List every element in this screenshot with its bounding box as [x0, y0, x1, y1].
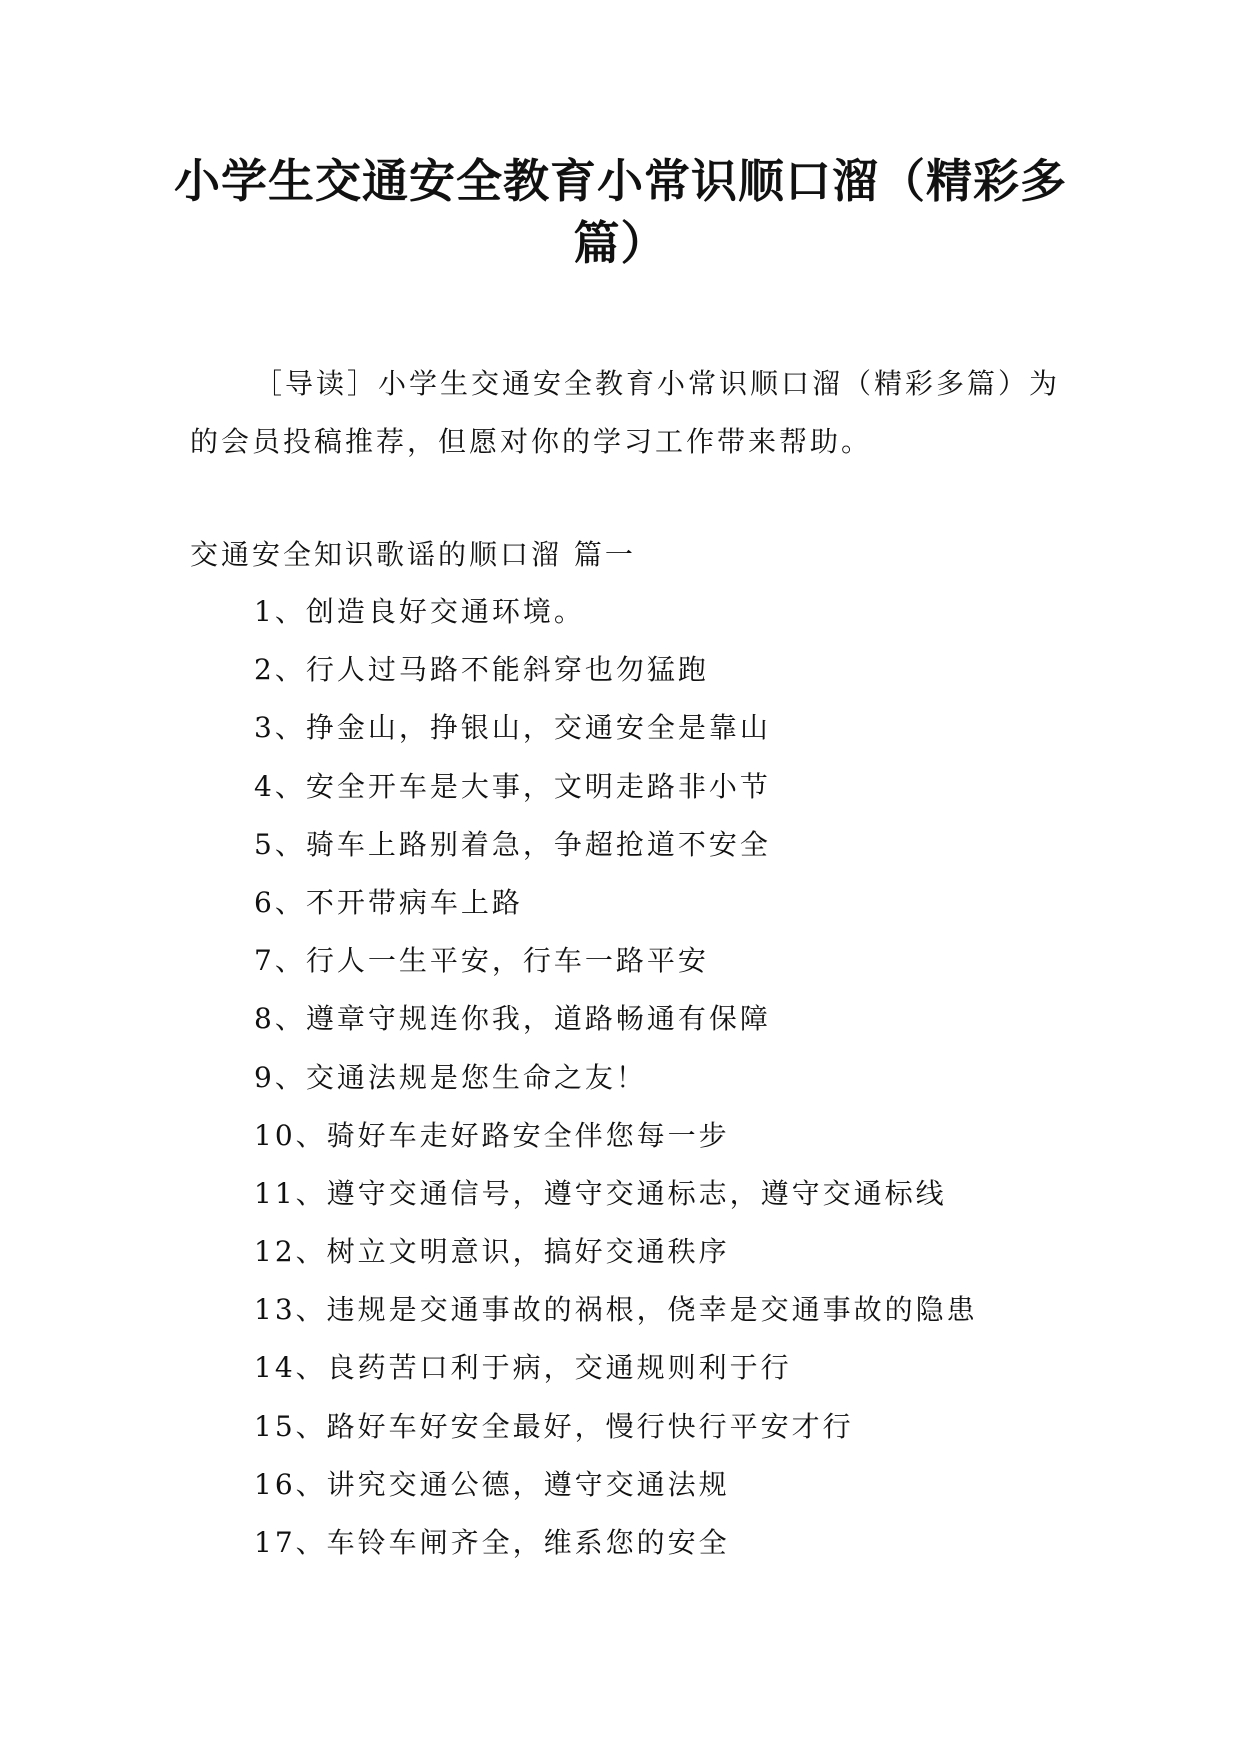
intro-paragraph: ［导读］小学生交通安全教育小常识顺口溜（精彩多篇）为的会员投稿推荐，但愿对你的学习工作带来帮助。 — [190, 367, 1061, 458]
list-item: 15、路好车好安全最好，慢行快行平安才行 — [254, 1409, 854, 1443]
list-item: 10、骑好车走好路安全伴您每一步 — [254, 1118, 730, 1152]
list-item: 6、不开带病车上路 — [254, 885, 523, 919]
list-item: 9、交通法规是您生命之友！ — [254, 1060, 647, 1094]
document-title: 小学生交通安全教育小常识顺口溜（精彩多篇） — [174, 154, 1067, 270]
slogan-list — [254, 592, 978, 1581]
list-item: 2、行人过马路不能斜穿也勿猛跑 — [254, 653, 709, 687]
list-item: 14、良药苦口利于病，交通规则利于行 — [254, 1351, 792, 1385]
list-item: 4、安全开车是大事，文明走路非小节 — [254, 769, 771, 803]
list-item: 13、违规是交通事故的祸根，侥幸是交通事故的隐患 — [254, 1293, 978, 1327]
list-item: 11、遵守交通信号，遵守交通标志，遵守交通标线 — [254, 1176, 947, 1210]
list-item: 5、骑车上路别着急，争超抢道不安全 — [254, 827, 771, 861]
list-item: 16、讲究交通公德，遵守交通法规 — [254, 1467, 730, 1501]
list-item: 3、挣金山，挣银山，交通安全是靠山 — [254, 711, 771, 745]
section-heading: 交通安全知识歌谣的顺口溜 篇一 — [190, 538, 636, 571]
list-item: 12、树立文明意识，搞好交通秩序 — [254, 1235, 730, 1269]
list-item: 1、创造良好交通环境。 — [254, 595, 585, 628]
list-item: 17、车铃车闸齐全，维系您的安全 — [254, 1526, 730, 1559]
list-item: 8、遵章守规连你我，道路畅通有保障 — [254, 1002, 771, 1036]
list-item: 7、行人一生平安，行车一路平安 — [254, 944, 709, 978]
